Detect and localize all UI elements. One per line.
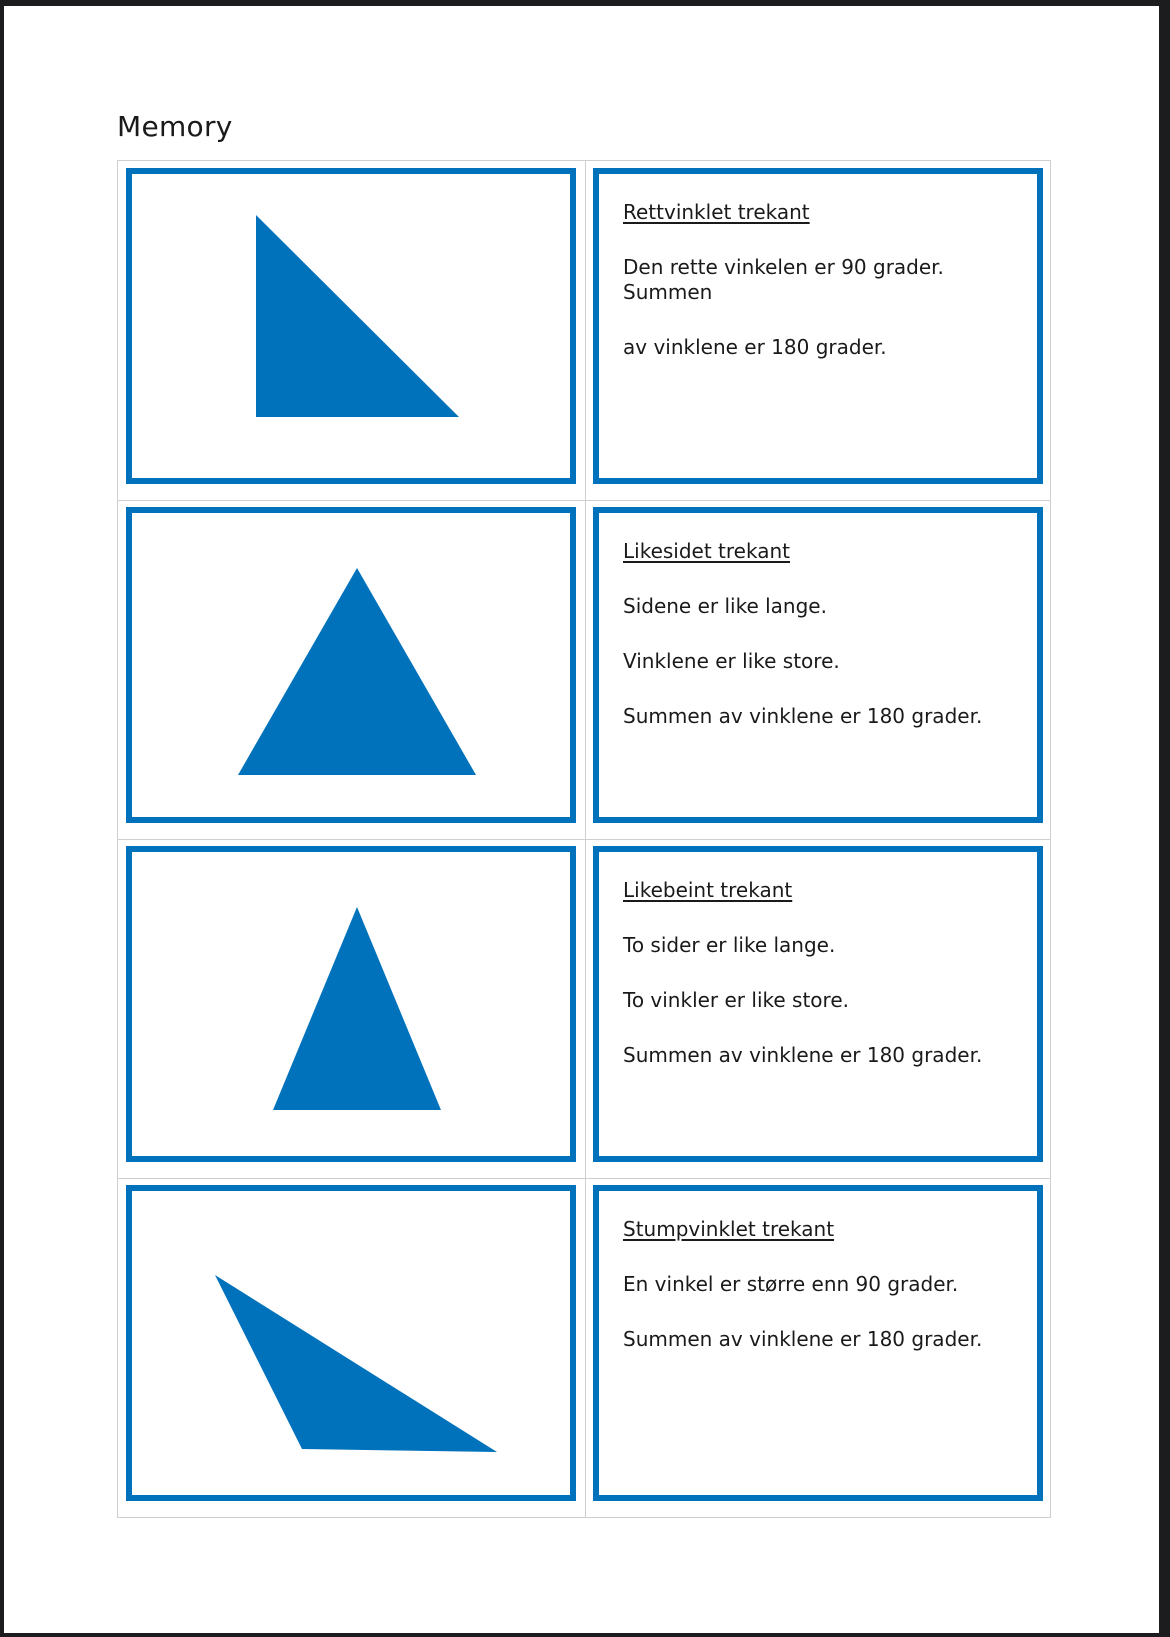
grid-divider-row-2 bbox=[118, 839, 1050, 840]
shape-card-right-triangle[interactable] bbox=[126, 168, 576, 484]
grid-divider-row-3 bbox=[118, 1178, 1050, 1179]
page-title: Memory bbox=[117, 110, 233, 143]
isosceles-triangle-icon bbox=[132, 852, 570, 1156]
card-heading: Likebeint trekant bbox=[623, 878, 793, 902]
window-frame-top bbox=[0, 0, 1170, 6]
card-text-line: Vinklene er like store. bbox=[623, 649, 840, 673]
card-text-line: To vinkler er like store. bbox=[623, 988, 849, 1012]
right-triangle-icon bbox=[132, 174, 570, 478]
obtuse-triangle-icon bbox=[132, 1191, 570, 1495]
window-frame-bottom bbox=[0, 1633, 1170, 1637]
card-text-line: Sidene er like lange. bbox=[623, 594, 827, 618]
card-text-line: Summen av vinklene er 180 grader. bbox=[623, 1043, 983, 1067]
card-text-line: av vinklene er 180 grader. bbox=[623, 335, 887, 359]
window-frame-left bbox=[0, 0, 4, 1637]
equilateral-triangle-icon bbox=[132, 513, 570, 817]
card-text-line: Summen av vinklene er 180 grader. bbox=[623, 704, 983, 728]
text-card-equilateral-triangle[interactable] bbox=[593, 507, 1043, 823]
card-text-line: Summen av vinklene er 180 grader. bbox=[623, 1327, 983, 1351]
text-card-obtuse-triangle[interactable] bbox=[593, 1185, 1043, 1501]
text-card-isosceles-triangle[interactable] bbox=[593, 846, 1043, 1162]
shape-card-equilateral-triangle[interactable] bbox=[126, 507, 576, 823]
shape-card-obtuse-triangle[interactable] bbox=[126, 1185, 576, 1501]
card-text-line: En vinkel er større enn 90 grader. bbox=[623, 1272, 959, 1296]
card-text-line: Den rette vinkelen er 90 grader. Summen bbox=[623, 255, 944, 304]
text-card-right-triangle[interactable] bbox=[593, 168, 1043, 484]
card-heading: Likesidet trekant bbox=[623, 539, 790, 563]
card-text-line: To sider er like lange. bbox=[623, 933, 836, 957]
card-heading: Stumpvinklet trekant bbox=[623, 1217, 835, 1241]
shape-card-isosceles-triangle[interactable] bbox=[126, 846, 576, 1162]
card-heading: Rettvinklet trekant bbox=[623, 200, 810, 224]
grid-divider-row-1 bbox=[118, 500, 1050, 501]
window-frame-right bbox=[1159, 0, 1170, 1637]
